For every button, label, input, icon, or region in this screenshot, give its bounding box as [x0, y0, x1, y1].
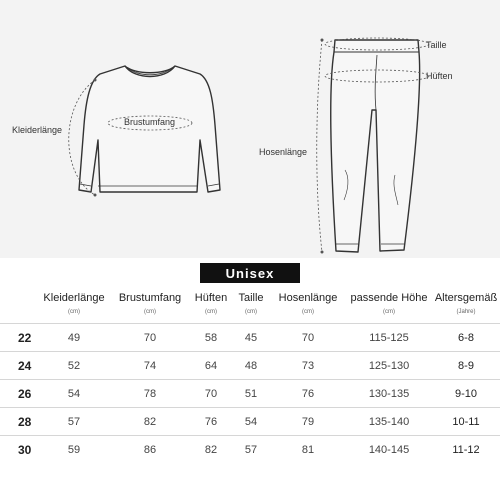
table-cell: 125-130: [346, 352, 432, 380]
table-cell: 81: [270, 436, 346, 464]
table-cell: 78: [110, 380, 190, 408]
sweatshirt-drawing: [79, 66, 220, 192]
table-cell: 115-125: [346, 324, 432, 352]
header-cell: Kleiderlänge: [43, 292, 105, 304]
size-cell: 24: [0, 352, 38, 380]
table-cell: 73: [270, 352, 346, 380]
unit-cell: (cm): [144, 308, 156, 315]
table-cell: 82: [190, 436, 232, 464]
unit-cell: (cm): [245, 308, 257, 315]
table-cell: 48: [232, 352, 270, 380]
size-cell: 30: [0, 436, 38, 464]
unit-row: [0, 306, 500, 324]
table-cell: 135-140: [346, 408, 432, 436]
hueften-label: Hüften: [426, 71, 453, 81]
header-row: [0, 290, 500, 306]
table-cell: 74: [110, 352, 190, 380]
header-cell: Hüften: [194, 292, 228, 304]
unit-cell: (cm): [383, 308, 395, 315]
table-cell: 70: [190, 380, 232, 408]
header-cell: Taille: [238, 292, 264, 304]
table-cell: 59: [38, 436, 110, 464]
table-cell: 57: [38, 408, 110, 436]
header-cell: passende Höhe: [350, 292, 428, 304]
table-cell: 52: [38, 352, 110, 380]
table-row: [0, 352, 500, 380]
table-cell: 49: [38, 324, 110, 352]
trousers-drawing: [331, 40, 420, 252]
table-cell: 51: [232, 380, 270, 408]
hosenlaenge-label: Hosenlänge: [259, 147, 308, 157]
header-cell: [0, 290, 38, 306]
table-cell: 54: [232, 408, 270, 436]
table-cell: 58: [190, 324, 232, 352]
table-cell: 64: [190, 352, 232, 380]
header-cell: Brustumfang: [118, 292, 182, 304]
table-cell: 76: [190, 408, 232, 436]
table-cell: 86: [110, 436, 190, 464]
unit-cell: (Jahre): [456, 308, 476, 315]
header-cell: Hosenlänge: [278, 292, 338, 304]
table-row: [0, 408, 500, 436]
age-cell: 8-9: [432, 352, 500, 380]
age-cell: 11-12: [432, 436, 500, 464]
size-cell: 28: [0, 408, 38, 436]
table-row: [0, 380, 500, 408]
size-cell: 26: [0, 380, 38, 408]
table-cell: 54: [38, 380, 110, 408]
age-cell: 10-11: [432, 408, 500, 436]
table-cell: 70: [270, 324, 346, 352]
age-cell: 6-8: [432, 324, 500, 352]
table-row: [0, 436, 500, 464]
size-table: [0, 290, 500, 463]
table-cell: 79: [270, 408, 346, 436]
table-cell: 140-145: [346, 436, 432, 464]
table-cell: 130-135: [346, 380, 432, 408]
size-cell: 22: [0, 324, 38, 352]
unit-cell: (cm): [205, 308, 217, 315]
table-cell: 45: [232, 324, 270, 352]
unisex-banner: Unisex: [200, 263, 300, 283]
table-cell: 57: [232, 436, 270, 464]
brustumfang-label: Brustumfang: [124, 117, 176, 127]
header-cell: Altersgemäß: [434, 292, 498, 304]
table-cell: 70: [110, 324, 190, 352]
age-cell: 9-10: [432, 380, 500, 408]
unit-cell: (cm): [302, 308, 314, 315]
unit-cell: (cm): [68, 308, 80, 315]
hosenlaenge-measure-line: [317, 40, 322, 252]
table-row: [0, 324, 500, 352]
table-cell: 82: [110, 408, 190, 436]
unit-cell: [0, 306, 38, 324]
kleiderlaenge-label: Kleiderlänge: [12, 125, 63, 135]
taille-label: Taille: [426, 40, 447, 50]
table-cell: 76: [270, 380, 346, 408]
